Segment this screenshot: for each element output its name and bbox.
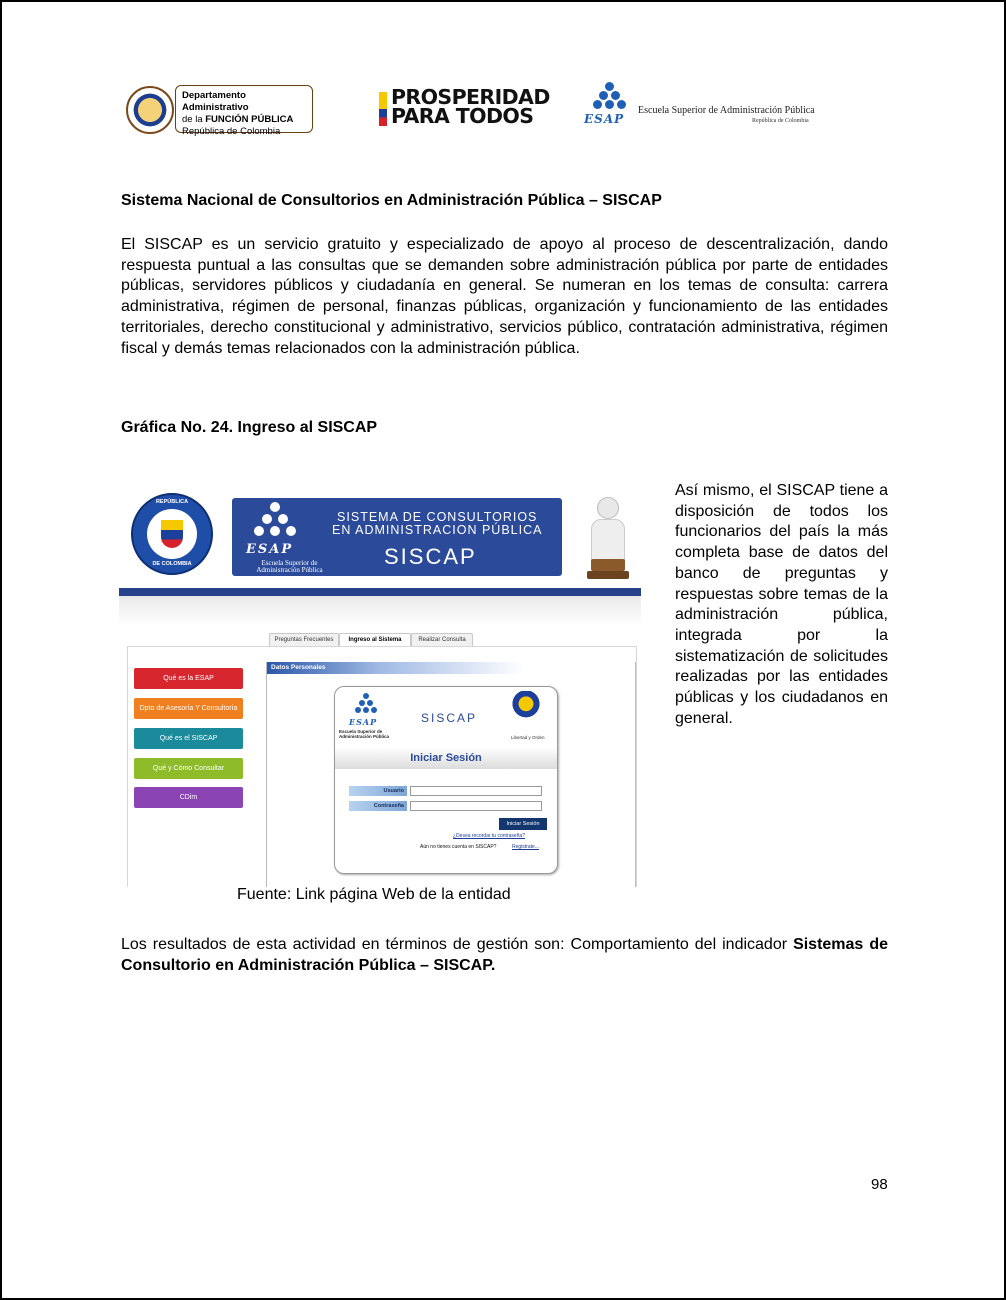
esap-wordmark: ESAP (584, 112, 625, 126)
intro-paragraph: El SISCAP es un servicio gratuito y especializado de apoyo al proceso de descentralización, dando respuesta puntual a las consultas que se demanden sobre administración pública por parte de entidades públicas, servidores públicos y ciudadanía en general. Se numeran en los temas de consulta: carrera administrativa, régimen de personal, finanzas públicas, organización y funcionamiento de las entidades territoriales, derecho constitucional y administrativo, servicios público, contratación administrativa, régimen fiscal y demás temas relacionados con la administración pública. (121, 236, 888, 357)
dafp-line1: Departamento Administrativo (182, 90, 249, 113)
usuario-input[interactable] (410, 786, 542, 796)
banner-esap-word: ESAP (246, 542, 294, 557)
iniciar-sesion-button[interactable]: Iniciar Sesión (499, 818, 547, 830)
banner-line1: SISTEMA DE CONSULTORIOS (337, 510, 538, 524)
banner-siscap-title: SISCAP (384, 544, 477, 569)
section-title: Sistema Nacional de Consultorios en Administración Pública – SISCAP (121, 192, 662, 209)
prosperidad-line1: PROSPERIDAD (391, 85, 550, 109)
prosperidad-logo (391, 85, 550, 128)
colombia-seal-icon (126, 86, 174, 134)
judge-figure-icon (579, 497, 639, 581)
tab-realizar-consulta[interactable]: Realizar Consulta (411, 633, 473, 647)
login-esap-sub (339, 729, 389, 739)
login-esap-sub2: Administración Pública (339, 734, 390, 739)
header-band (119, 596, 641, 626)
no-account-text: Aún no tienes cuenta en SISCAP? (420, 844, 497, 850)
tab-preguntas-frecuentes[interactable]: Preguntas Frecuentes (269, 633, 339, 647)
flag-stripes-icon (379, 92, 387, 126)
tab-ingreso-al-sistema[interactable]: Ingreso al Sistema (339, 633, 411, 647)
banner-esap-sub (242, 560, 337, 574)
figure-title: Gráfica No. 24. Ingreso al SISCAP (121, 419, 378, 436)
siscap-banner (232, 498, 562, 576)
login-esap-sub1: Escuela Superior de (339, 729, 383, 734)
nav-que-y-como-consultar[interactable]: Qué y Cómo Consultar (134, 758, 243, 779)
forgot-password-link[interactable]: ¿Desea recordar tu contraseña? (453, 833, 525, 839)
nav-dpto-asesoria[interactable]: Dpto de Asesoría Y Consultoría (134, 698, 243, 719)
side-paragraph: Así mismo, el SISCAP tiene a disposición de todos los funcionarios del país la más completa base de datos del banco de preguntas y respuestas sobre temas de la administración pública, integrada por la sistematización de solicitudes realizadas por las entidades públicas y los ciudadanos en general. (675, 482, 888, 727)
banner-sub-line1: Escuela Superior de (261, 559, 318, 567)
banner-sub-line2: Administración Pública (256, 566, 323, 574)
register-link[interactable]: Registrate... (512, 844, 539, 850)
contrasena-label: Contraseña (349, 801, 407, 811)
dafp-line2-prefix: de la (182, 114, 206, 125)
nav-cdim[interactable]: CDim (134, 787, 243, 808)
nav-que-es-esap[interactable]: Qué es la ESAP (134, 668, 243, 689)
banner-stripe (119, 588, 641, 596)
esap-logo-icon (584, 82, 636, 126)
banner-heading (332, 511, 542, 537)
dafp-line2-bold: FUNCIÓN PÚBLICA (205, 114, 294, 125)
seal-top-text: REPÚBLICA (155, 499, 189, 505)
esap-name: Escuela Superior de Administración Pública (638, 105, 815, 116)
prosperidad-line2: PARA TODOS (391, 104, 534, 128)
nav-que-es-siscap[interactable]: Qué es el SISCAP (134, 728, 243, 749)
libertad-y-orden: Libertad y Orden (511, 735, 545, 740)
login-esap-word: ESAP (349, 717, 378, 727)
closing-text: Los resultados de esta actividad en términos de gestión son: Comportamiento del indicador (121, 936, 788, 953)
banner-line2: EN ADMINISTRACION PÚBLICA (332, 523, 543, 537)
login-title: Iniciar Sesión (335, 747, 557, 769)
esap-logo-icon (349, 693, 389, 729)
page-number: 98 (871, 1176, 888, 1193)
closing-bold: Sistemas de Consultorio en Administración Pública – SISCAP. (121, 936, 888, 974)
usuario-label: Usuario (349, 786, 407, 796)
login-box (334, 686, 558, 874)
login-siscap-title: SISCAP (421, 711, 478, 725)
panel-title: Datos Personales (267, 662, 635, 674)
closing-paragraph (121, 935, 888, 976)
esap-country: República de Colombia (752, 118, 809, 124)
colombia-seal-icon (131, 493, 213, 575)
dafp-logo (175, 85, 313, 137)
figure-caption: Fuente: Link página Web de la entidad (237, 886, 511, 903)
siscap-screenshot (119, 489, 641, 887)
seal-bottom-text: DE COLOMBIA (152, 561, 192, 567)
colombia-shield-icon (511, 691, 541, 723)
dafp-line3: República de Colombia (182, 126, 281, 137)
contrasena-input[interactable] (410, 801, 542, 811)
